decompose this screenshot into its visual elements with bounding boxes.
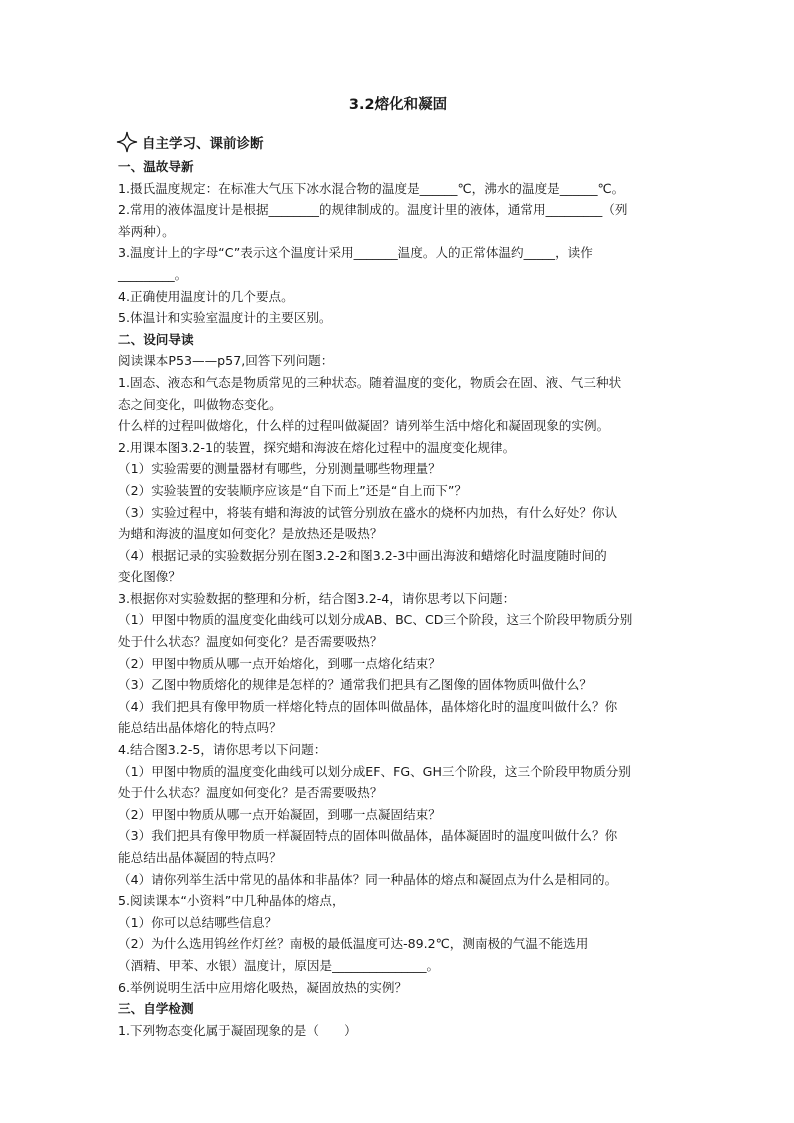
page-title: 3.2熔化和凝固	[348, 97, 448, 113]
text-line: 2.常用的液体温度计是根据________的规律制成的。温度计里的液体，通常用_________（列	[118, 202, 628, 218]
text-line: （3）乙图中物质熔化的规律是怎样的？通常我们把具有乙图像的固体物质叫做什么？	[118, 677, 592, 693]
banner-text: 自主学习、课前诊断	[142, 136, 264, 152]
text-line: 能总结出晶体熔化的特点吗？	[118, 720, 282, 736]
text-line: 变化图像？	[118, 569, 181, 585]
text-line: 4.正确使用温度计的几个要点。	[118, 288, 294, 304]
text-line: 1.下列物态变化属于凝固现象的是（ ）	[118, 1022, 357, 1038]
text-line: （4）请你列举生活中常见的晶体和非晶体？同一种晶体的熔点和凝固点为什么是相同的。	[118, 871, 618, 887]
text-line: （1）甲图中物质的温度变化曲线可以划分成AB、BC、CD三个阶段，这三个阶段甲物质分别	[118, 612, 633, 628]
section-heading: 三、自学检测	[118, 1001, 194, 1017]
text-line: （2）为什么选用钨丝作灯丝？南极的最低温度可达-89.2℃，测南极的气温不能选用	[118, 936, 589, 952]
text-line: （1）实验需要的测量器材有哪些，分别测量哪些物理量？	[118, 461, 441, 477]
text-line: 阅读课本P53——p57,回答下列问题：	[118, 353, 334, 369]
text-line: 1.固态、液态和气态是物质常见的三种状态。随着温度的变化，物质会在固、液、气三种状	[118, 374, 622, 390]
text-line: （2）甲图中物质从哪一点开始凝固，到哪一点凝固结束？	[118, 806, 441, 822]
text-line: 为蜡和海波的温度如何变化？是放热还是吸热？	[118, 526, 383, 542]
text-line: 3.温度计上的字母“C”表示这个温度计采用_______温度。人的正常体温约_____，读作	[118, 245, 593, 261]
text-line: （3）实验过程中，将装有蜡和海波的试管分别放在盛水的烧杯内加热，有什么好处？你认	[118, 504, 618, 520]
text-line: 举两种）。	[118, 223, 175, 239]
text-line: 什么样的过程叫做熔化，什么样的过程叫做凝固？请列举生活中熔化和凝固现象的实例。	[118, 418, 610, 434]
text-line: （2）实验装置的安装顺序应该是“自下而上”还是“自上而下”？	[118, 482, 467, 498]
text-line: 态之间变化，叫做物态变化。	[118, 396, 282, 412]
text-line: （1）你可以总结哪些信息？	[118, 914, 278, 930]
text-line: _________。	[118, 266, 188, 282]
text-line: （酒精、甲苯、水银）温度计，原因是_______________。	[118, 957, 440, 973]
section-banner	[118, 130, 678, 154]
worksheet-page	[118, 94, 678, 1041]
section-heading: 二、设问导读	[118, 331, 194, 347]
text-line: （3）我们把具有像甲物质一样凝固特点的固体叫做晶体，晶体凝固时的温度叫做什么？你	[118, 828, 618, 844]
text-line: （4）根据记录的实验数据分别在图3.2-2和图3.2-3中画出海波和蜡熔化时温度随时间的	[118, 547, 607, 563]
text-line: 5.体温计和实验室温度计的主要区别。	[118, 310, 332, 326]
four-point-star-icon	[116, 131, 138, 153]
text-line: （2）甲图中物质从哪一点开始熔化，到哪一点熔化结束？	[118, 655, 441, 671]
text-line: （4）我们把具有像甲物质一样熔化特点的固体叫做晶体，晶体熔化时的温度叫做什么？你	[118, 698, 618, 714]
text-line: 5.阅读课本“小资料”中几种晶体的熔点，	[118, 893, 345, 909]
text-line: （1）甲图中物质的温度变化曲线可以划分成EF、FG、GH三个阶段，这三个阶段甲物质分别	[118, 763, 631, 779]
text-line: 处于什么状态？温度如何变化？是否需要吸热？	[118, 785, 383, 801]
text-line: 2.用课本图3.2-1的装置，探究蜡和海波在熔化过程中的温度变化规律。	[118, 439, 516, 455]
text-line: 4.结合图3.2-5，请你思考以下问题：	[118, 742, 327, 758]
text-line: 能总结出晶体凝固的特点吗？	[118, 850, 282, 865]
section-heading: 一、温故导新	[118, 159, 194, 174]
text-line: 1.摄氏温度规定：在标准大气压下冰水混合物的温度是______℃，沸水的温度是______℃。	[118, 180, 625, 196]
text-line: 3.根据你对实验数据的整理和分析，结合图3.2-4，请你思考以下问题：	[118, 590, 516, 606]
worksheet-body	[118, 156, 678, 1041]
text-line: 处于什么状态？温度如何变化？是否需要吸热？	[118, 634, 383, 650]
text-line: 6.举例说明生活中应用熔化吸热，凝固放热的实例？	[118, 979, 408, 995]
